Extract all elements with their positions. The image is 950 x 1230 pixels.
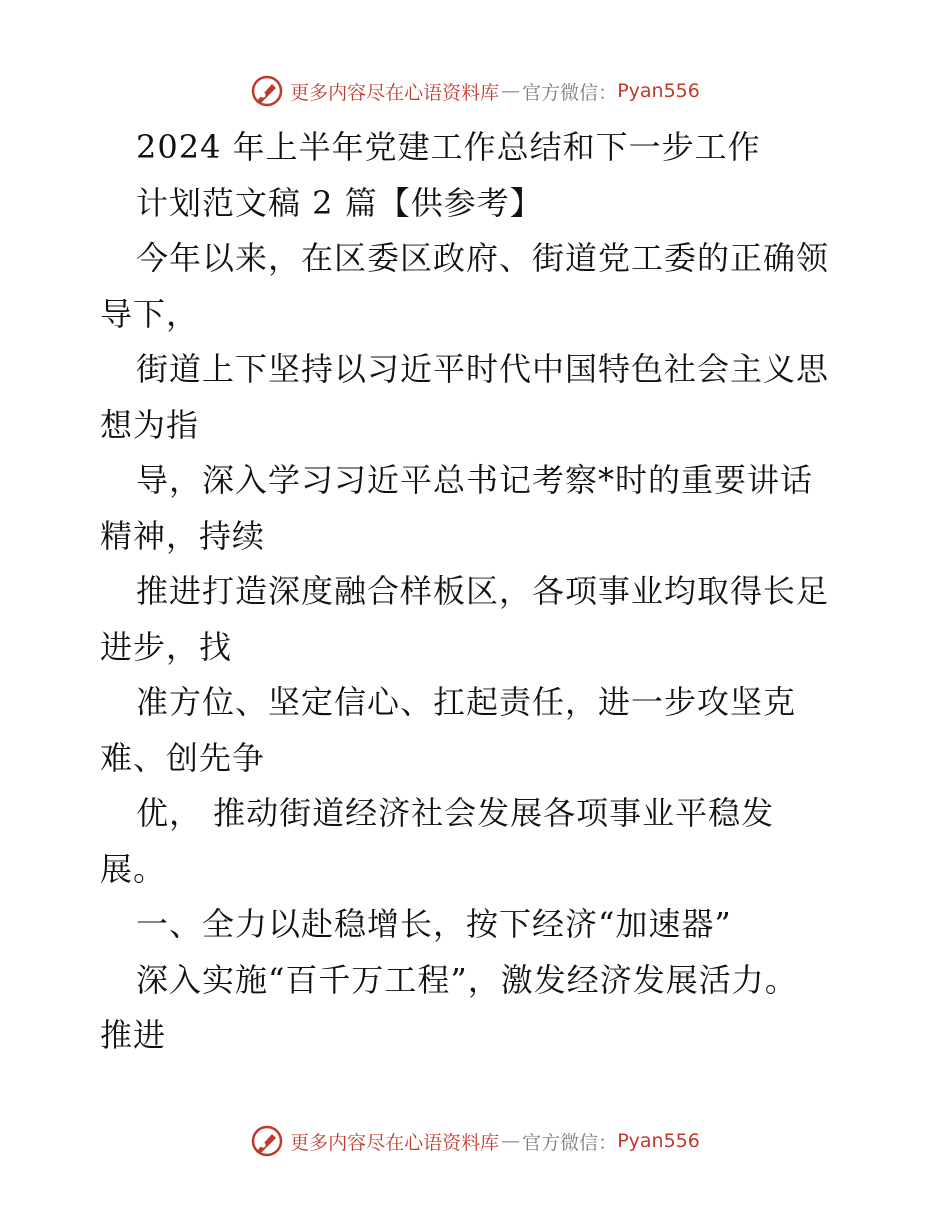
contact-label: 官方微信： — [522, 1131, 618, 1154]
wechat-id: Pyan556 — [617, 80, 700, 102]
text-line: 深入实施“百千万工程”，激发经济发展活力。 — [136, 960, 798, 999]
text-line: 计划范文稿 2 篇【供参考】 — [136, 183, 543, 222]
text-line: 难、创先争 — [100, 738, 266, 777]
text-line: 导，深入学习习近平总书记考察*时的重要讲话 — [136, 461, 814, 499]
pen-nib-logo-icon — [250, 1124, 284, 1158]
document-body — [100, 120, 860, 1064]
text-line: 想为指 — [100, 405, 200, 444]
pen-nib-logo-icon — [250, 74, 284, 108]
text-line: 推进打造深度融合样板区，各项事业均取得长足 — [136, 572, 830, 610]
text-line: 准方位、坚定信心、扛起责任，进一步攻坚克 — [136, 683, 797, 721]
contact-label: 官方微信： — [522, 81, 618, 104]
text-line: 进步，找 — [100, 627, 233, 666]
text-line: 精神，持续 — [100, 516, 266, 555]
section-heading: 一、全力以赴稳增长，按下经济“加速器” — [136, 905, 732, 943]
banner-dash: — — [501, 80, 521, 102]
library-name: 更多内容尽在心语资料库 — [290, 81, 500, 104]
banner-dash: — — [501, 1130, 521, 1152]
text-line: 推进 — [100, 1016, 167, 1054]
text-line: 街道上下坚持以习近平时代中国特色社会主义思 — [136, 350, 830, 388]
text-line: 今年以来，在区委区政府、街道党工委的正确领 — [136, 239, 830, 277]
text-line: 展。 — [100, 849, 167, 888]
library-name: 更多内容尽在心语资料库 — [290, 1131, 500, 1154]
text-line: 2024 年上半年党建工作总结和下一步工作 — [136, 128, 761, 166]
wechat-id: Pyan556 — [617, 1130, 700, 1152]
text-line: 优， 推动街道经济社会发展各项事业平稳发 — [136, 794, 775, 832]
header-banner — [0, 71, 950, 111]
text-line: 导下， — [100, 294, 200, 333]
footer-banner — [0, 1121, 950, 1161]
